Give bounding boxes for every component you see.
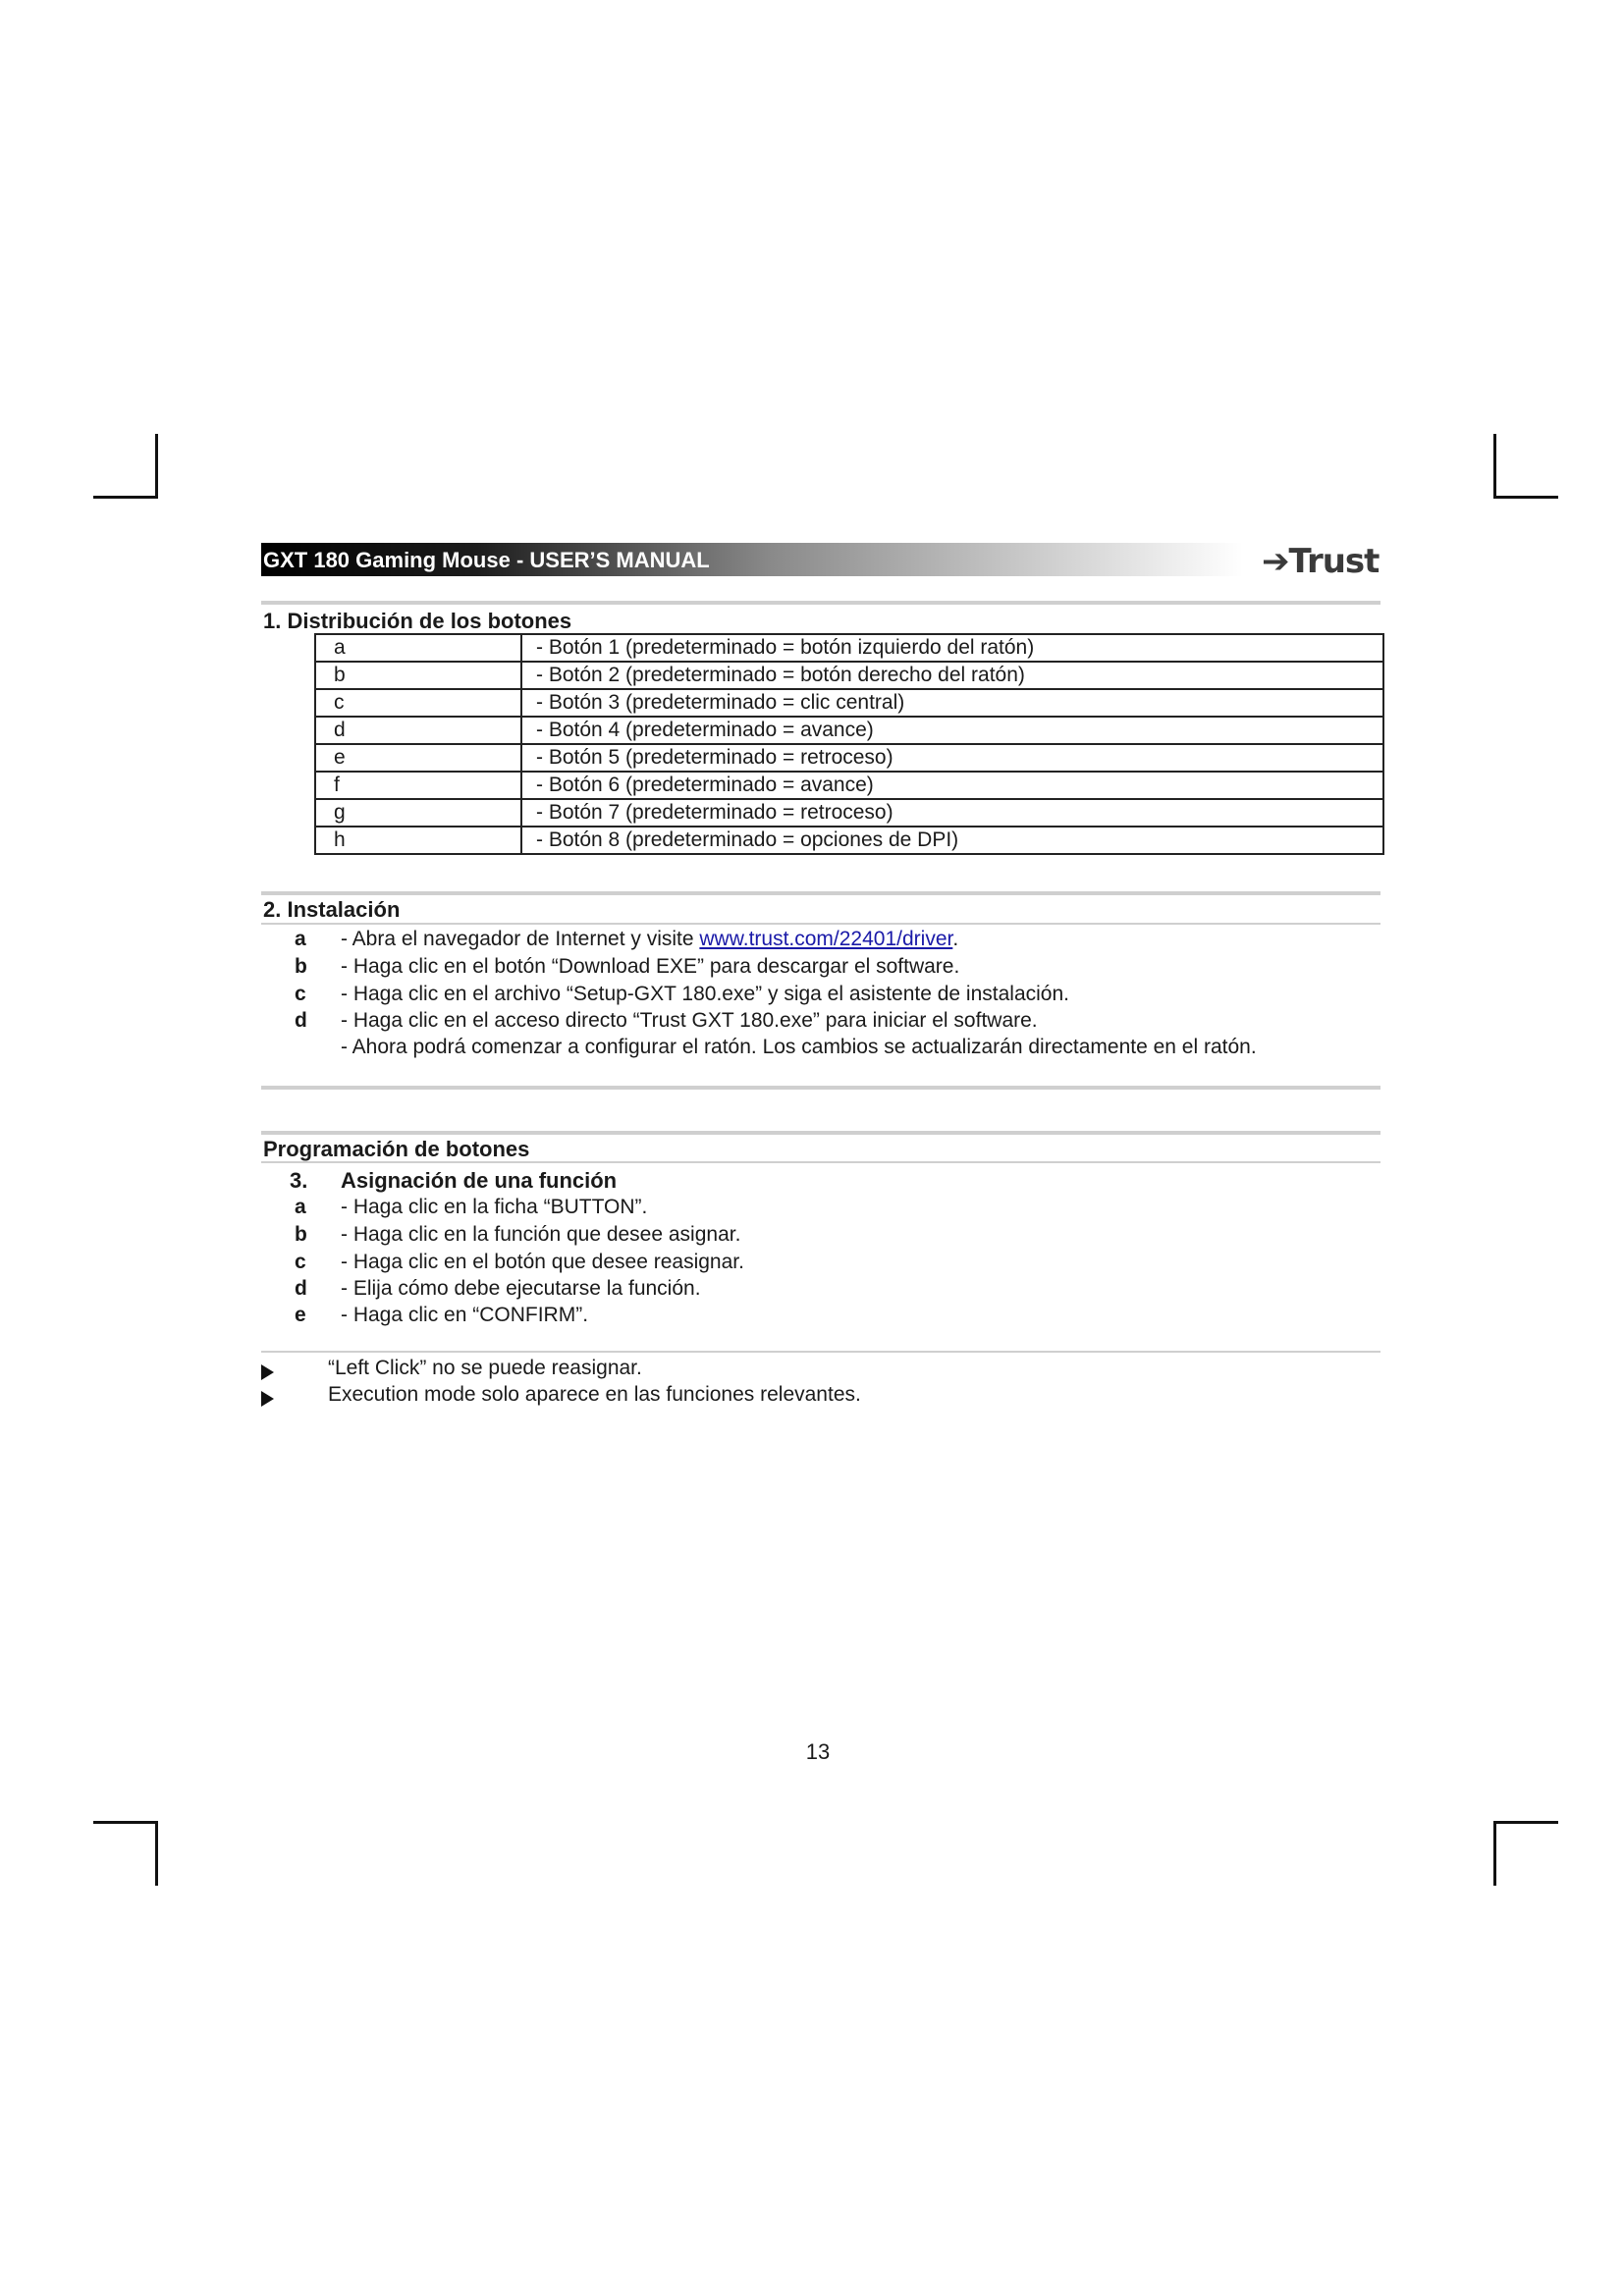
section-divider <box>261 601 1380 605</box>
table-cell-key: h <box>315 827 521 854</box>
section-title-programacion: Programación de botones <box>263 1137 530 1161</box>
step-text: - Haga clic en la ficha “BUTTON”. <box>341 1196 648 1218</box>
crop-mark-top-left <box>93 434 158 499</box>
step-text <box>341 928 958 951</box>
table-cell-desc: - Botón 1 (predeterminado = botón izquierdo del ratón) <box>521 634 1383 662</box>
step-text-extra: - Ahora podrá comenzar a configurar el ratón. Los cambios se actualizarán directamente en el ratón. <box>341 1036 1257 1058</box>
table-cell-desc: - Botón 2 (predeterminado = botón derecho del ratón) <box>521 662 1383 689</box>
table-cell-key: f <box>315 772 521 799</box>
table-row <box>315 662 1383 689</box>
table-row <box>315 744 1383 772</box>
table-cell-desc: - Botón 4 (predeterminado = avance) <box>521 717 1383 744</box>
note-text: Execution mode solo aparece en las funciones relevantes. <box>328 1383 861 1406</box>
step-key: d <box>295 1009 307 1032</box>
step-key: b <box>295 1223 307 1246</box>
brand-name: Trust <box>1288 542 1380 581</box>
table-row <box>315 689 1383 717</box>
subsection-title: Asignación de una función <box>341 1168 618 1193</box>
trust-logo <box>1262 542 1379 581</box>
step-key: d <box>295 1277 307 1300</box>
section-divider <box>261 1131 1380 1135</box>
step-text: - Haga clic en el botón que desee reasignar. <box>341 1251 744 1273</box>
trust-logo-icon: ➔ <box>1262 542 1289 581</box>
table-cell-key: c <box>315 689 521 717</box>
table-cell-key: d <box>315 717 521 744</box>
table-cell-desc: - Botón 6 (predeterminado = avance) <box>521 772 1383 799</box>
section-divider <box>261 1351 1380 1353</box>
step-key: c <box>295 1251 306 1273</box>
step-text: - Haga clic en la función que desee asignar. <box>341 1223 741 1246</box>
note-text: “Left Click” no se puede reasignar. <box>328 1357 642 1379</box>
table-row <box>315 634 1383 662</box>
step-text: - Elija cómo debe ejecutarse la función. <box>341 1277 701 1300</box>
step-text: - Haga clic en el acceso directo “Trust GXT 180.exe” para iniciar el software. <box>341 1009 1038 1032</box>
table-cell-key: a <box>315 634 521 662</box>
manual-title: GXT 180 Gaming Mouse - USER’S MANUAL <box>263 548 710 572</box>
section-divider <box>261 1086 1380 1090</box>
step-key: a <box>295 928 306 950</box>
table-cell-desc: - Botón 3 (predeterminado = clic central) <box>521 689 1383 717</box>
driver-link[interactable]: www.trust.com/22401/driver <box>699 928 953 950</box>
crop-mark-bottom-right <box>1493 1821 1558 1886</box>
page-number: 13 <box>805 1739 831 1764</box>
table-row <box>315 772 1383 799</box>
table-row <box>315 717 1383 744</box>
arrow-bullet-icon <box>261 1364 274 1380</box>
section-divider <box>261 891 1380 895</box>
table-cell-desc: - Botón 7 (predeterminado = retroceso) <box>521 799 1383 827</box>
step-key: e <box>295 1304 306 1326</box>
section-underline <box>261 923 1380 925</box>
table-cell-key: b <box>315 662 521 689</box>
crop-mark-bottom-left <box>93 1821 158 1886</box>
section-underline <box>261 1161 1380 1163</box>
subsection-number: 3. <box>290 1168 308 1193</box>
crop-mark-top-right <box>1493 434 1558 499</box>
section-title-instalacion: 2. Instalación <box>263 897 401 922</box>
step-text: - Haga clic en “CONFIRM”. <box>341 1304 589 1326</box>
step-text-suffix: . <box>952 928 959 950</box>
table-row <box>315 827 1383 854</box>
arrow-bullet-icon <box>261 1391 274 1407</box>
table-cell-desc: - Botón 5 (predeterminado = retroceso) <box>521 744 1383 772</box>
step-key: b <box>295 955 307 978</box>
table-row <box>315 799 1383 827</box>
table-cell-key: g <box>315 799 521 827</box>
step-key: c <box>295 983 306 1005</box>
table-cell-desc: - Botón 8 (predeterminado = opciones de DPI) <box>521 827 1383 854</box>
step-text-prefix: - Abra el navegador de Internet y visite <box>341 928 700 950</box>
step-text: - Haga clic en el botón “Download EXE” para descargar el software. <box>341 955 960 978</box>
step-text: - Haga clic en el archivo “Setup-GXT 180.exe” y siga el asistente de instalación. <box>341 983 1069 1005</box>
table-cell-key: e <box>315 744 521 772</box>
button-layout-table <box>314 633 1384 855</box>
section-title-distribucion: 1. Distribución de los botones <box>263 609 572 633</box>
step-key: a <box>295 1196 306 1218</box>
